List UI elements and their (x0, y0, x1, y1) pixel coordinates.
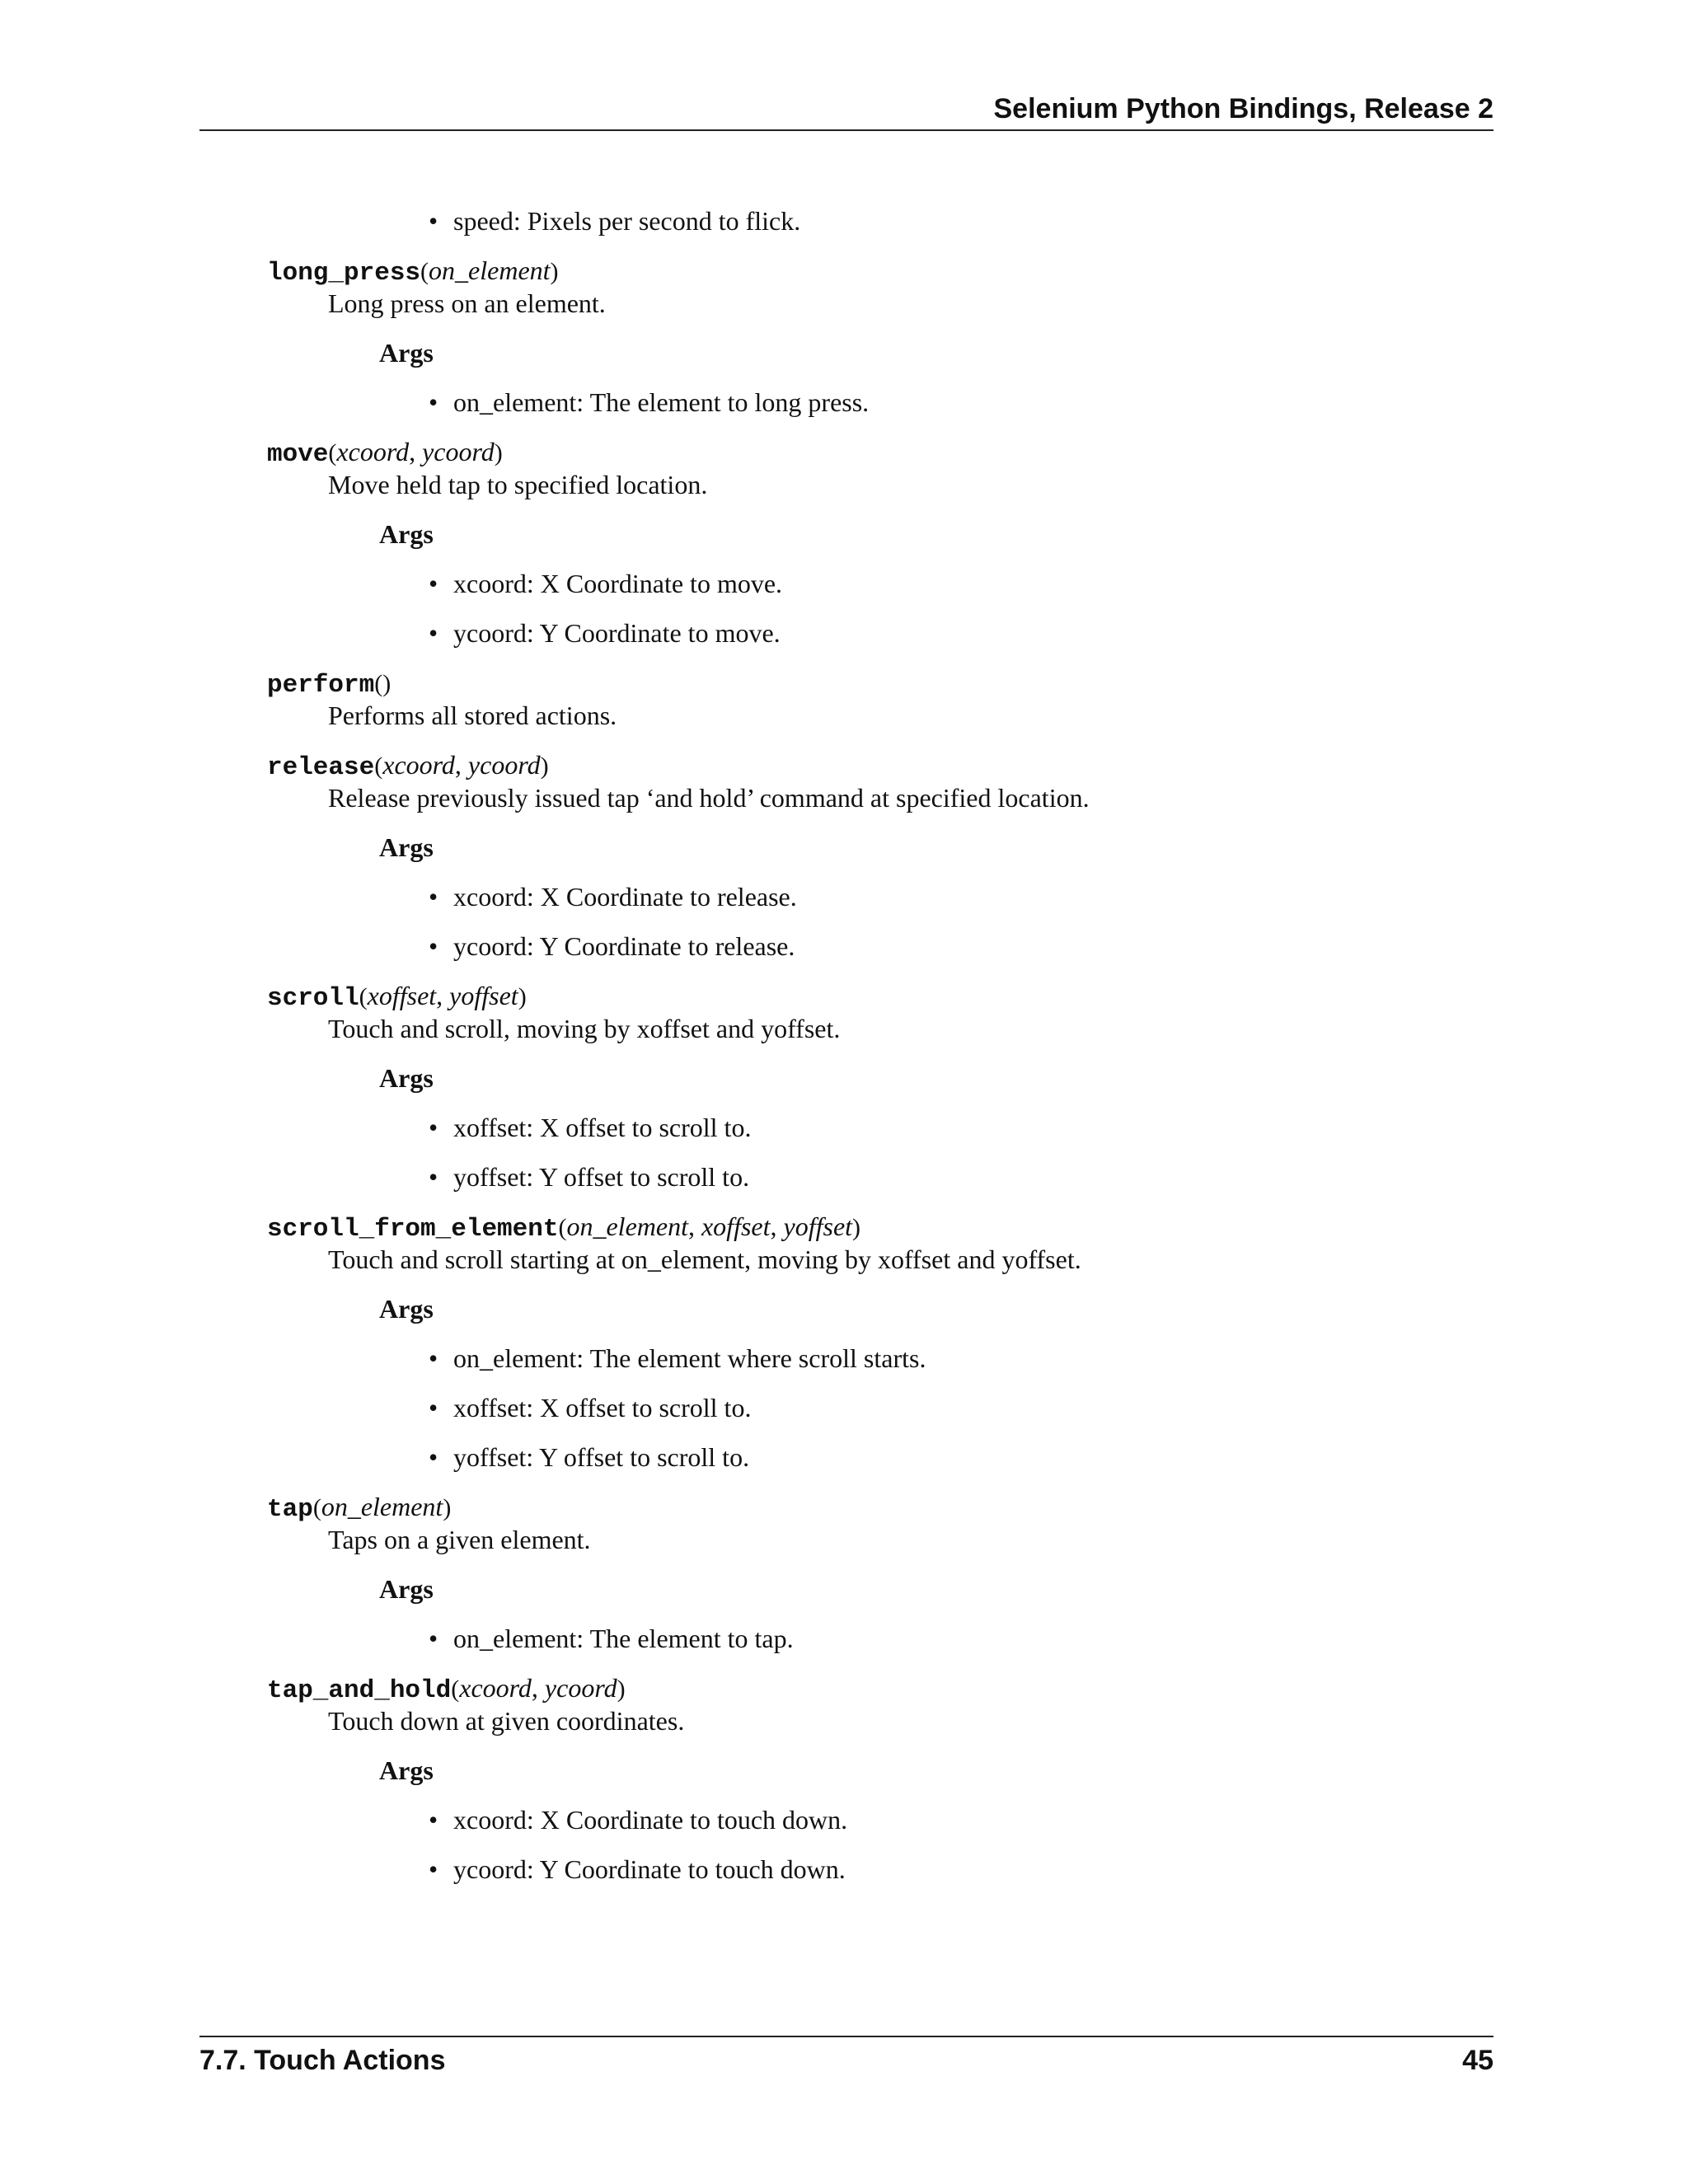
page-header-title: Selenium Python Bindings, Release 2 (993, 93, 1493, 124)
method-description: Touch and scroll, moving by xoffset and yoffset. (328, 1014, 841, 1043)
open-paren: ( (359, 983, 368, 1010)
method-name: scroll_from_element (267, 1215, 559, 1244)
footer-rule (199, 2036, 1493, 2037)
param-name: xoffset (701, 1212, 771, 1241)
bullet-dot: • (429, 387, 438, 417)
method-description: Long press on an element. (328, 288, 606, 318)
arg-item (0, 1844, 1688, 1894)
param-separator: , (531, 1673, 545, 1703)
page-number: 45 (1462, 2045, 1493, 2076)
bullet-text: speed: Pixels per second to flick. (453, 206, 801, 236)
arg-text: xcoord: X Coordinate to move. (453, 569, 783, 598)
method-name: move (267, 440, 329, 469)
param-name: xoffset (367, 981, 437, 1010)
param-name: ycoord (467, 750, 541, 780)
close-paren: ) (540, 752, 549, 780)
args-label: Args (379, 1294, 434, 1324)
param-separator: , (687, 1212, 701, 1241)
open-paren: ( (558, 1214, 567, 1241)
header-rule (199, 129, 1493, 131)
bullet-dot: • (429, 931, 438, 961)
method-name: long_press (267, 259, 421, 288)
arg-item (0, 1103, 1688, 1152)
close-paren: ) (382, 670, 392, 697)
method-description: Performs all stored actions. (328, 701, 617, 730)
arg-text: on_element: The element to tap. (453, 1624, 794, 1653)
method-description: Touch down at given coordinates. (328, 1706, 685, 1736)
param-separator: , (454, 750, 468, 780)
arg-item (0, 1432, 1688, 1482)
bullet-dot: • (429, 1442, 438, 1472)
bullet-dot: • (429, 618, 438, 648)
footer-section: 7.7. Touch Actions (199, 2045, 446, 2076)
close-paren: ) (852, 1214, 861, 1241)
param-name: yoffset (449, 981, 518, 1010)
param-name: yoffset (783, 1212, 853, 1241)
param-separator: , (436, 981, 450, 1010)
page-footer (199, 2044, 1493, 2077)
param-name: xcoord (382, 750, 455, 780)
bullet-dot: • (429, 1393, 438, 1422)
bullet-dot: • (429, 206, 438, 236)
arg-text: yoffset: Y offset to scroll to. (453, 1162, 750, 1192)
arg-item (0, 377, 1688, 427)
bullet-dot: • (429, 569, 438, 598)
arg-item (0, 921, 1688, 971)
arg-item (0, 872, 1688, 921)
method-description: Release previously issued tap ‘and hold’ command at specified location. (328, 783, 1090, 813)
method-list (0, 246, 1688, 1894)
method-name: tap (267, 1495, 313, 1524)
arg-text: xoffset: X offset to scroll to. (453, 1393, 752, 1422)
bullet-dot: • (429, 1343, 438, 1373)
arg-text: ycoord: Y Coordinate to release. (453, 931, 795, 961)
bullet-dot: • (429, 1854, 438, 1884)
arg-item (0, 1383, 1688, 1432)
arg-text: yoffset: Y offset to scroll to. (453, 1442, 750, 1472)
param-name: on_element (566, 1212, 688, 1241)
arg-text: xcoord: X Coordinate to touch down. (453, 1805, 848, 1835)
method-name: release (267, 753, 375, 782)
method-name: tap_and_hold (267, 1676, 452, 1705)
bullet-dot: • (429, 882, 438, 912)
param-name: ycoord (544, 1673, 617, 1703)
open-paren: ( (374, 670, 383, 697)
arg-text: xoffset: X offset to scroll to. (453, 1113, 752, 1142)
arg-item (0, 559, 1688, 608)
bullet-dot: • (429, 1162, 438, 1192)
arg-item (0, 1614, 1688, 1663)
open-paren: ( (312, 1494, 321, 1521)
method-description: Move held tap to specified location. (328, 470, 708, 499)
param-name: xcoord (336, 437, 410, 466)
api-content (0, 196, 1688, 1894)
method-name: perform (267, 671, 375, 700)
param-separator: , (409, 437, 423, 466)
open-paren: ( (420, 258, 429, 285)
open-paren: ( (374, 752, 383, 780)
arg-text: xcoord: X Coordinate to release. (453, 882, 797, 912)
args-label: Args (379, 1063, 434, 1093)
param-name: xcoord (459, 1673, 532, 1703)
args-label: Args (379, 1755, 434, 1785)
open-paren: ( (328, 439, 337, 466)
method-name: scroll (267, 984, 359, 1013)
arg-item (0, 1152, 1688, 1202)
arg-text: on_element: The element where scroll starts. (453, 1343, 926, 1373)
arg-item (0, 1333, 1688, 1383)
close-paren: ) (443, 1494, 452, 1521)
args-label: Args (379, 519, 434, 549)
arg-item (0, 1795, 1688, 1844)
arg-text: ycoord: Y Coordinate to move. (453, 618, 781, 648)
bullet-dot: • (429, 1805, 438, 1835)
close-paren: ) (617, 1675, 626, 1703)
close-paren: ) (494, 439, 503, 466)
param-name: on_element (321, 1492, 443, 1521)
close-paren: ) (550, 258, 559, 285)
arg-text: ycoord: Y Coordinate to touch down. (453, 1854, 846, 1884)
bullet-dot: • (429, 1624, 438, 1653)
bullet-dot: • (429, 1113, 438, 1142)
args-label: Args (379, 338, 434, 368)
args-label: Args (379, 832, 434, 862)
open-paren: ( (451, 1675, 460, 1703)
method-description: Touch and scroll starting at on_element, moving by xoffset and yoffset. (328, 1244, 1081, 1274)
param-name: ycoord (422, 437, 495, 466)
method-description: Taps on a given element. (328, 1525, 591, 1554)
leading-bullet (0, 196, 1688, 246)
param-separator: , (770, 1212, 784, 1241)
arg-text: on_element: The element to long press. (453, 387, 870, 417)
close-paren: ) (518, 983, 527, 1010)
args-label: Args (379, 1574, 434, 1604)
arg-item (0, 608, 1688, 658)
param-name: on_element (429, 255, 551, 285)
